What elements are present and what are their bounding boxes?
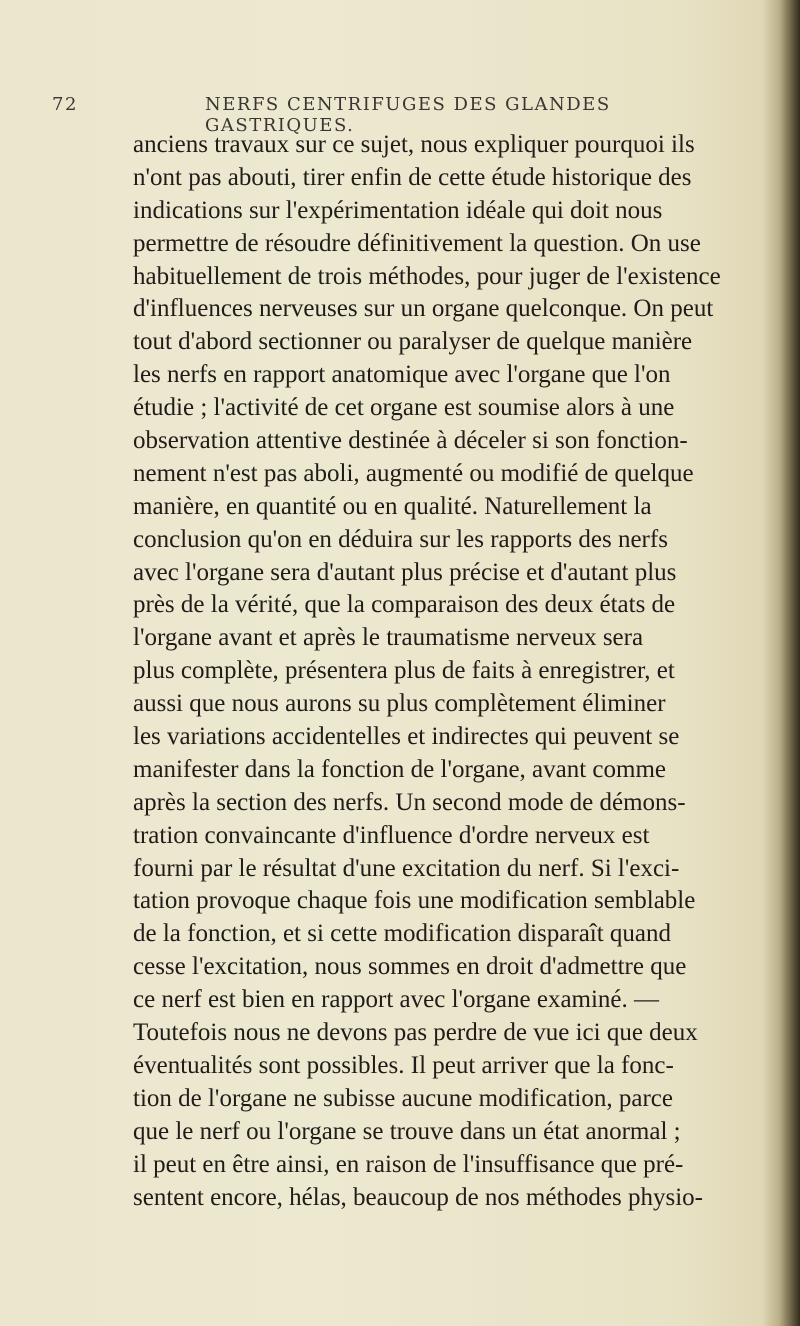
- text-line: nement n'est pas aboli, augmenté ou modifié de quelque: [133, 459, 694, 487]
- binding-shadow: [762, 0, 800, 1326]
- text-line: manière, en quantité ou en qualité. Naturellement la: [133, 492, 652, 520]
- text-line: tation provoque chaque fois une modification semblable: [133, 887, 696, 915]
- text-line: que le nerf ou l'organe se trouve dans un état anormal ;: [133, 1117, 681, 1145]
- text-line: tion de l'organe ne subisse aucune modification, parce: [133, 1084, 673, 1112]
- text-line: Toutefois nous ne devons pas perdre de vue ici que deux: [133, 1019, 698, 1047]
- text-line: indications sur l'expérimentation idéale qui doit nous: [133, 196, 663, 224]
- text-line: après la section des nerfs. Un second mode de démons-: [133, 788, 686, 816]
- text-line: habituellement de trois méthodes, pour juger de l'existence: [133, 262, 721, 290]
- text-line: observation attentive destinée à déceler si son fonction-: [133, 427, 688, 455]
- text-line: près de la vérité, que la comparaison des deux états de: [133, 591, 676, 619]
- text-line: n'ont pas abouti, tirer enfin de cette étude historique des: [133, 163, 692, 191]
- text-line: de la fonction, et si cette modification disparaît quand: [133, 920, 672, 948]
- body-paragraph: [133, 129, 743, 1214]
- text-line: fourni par le résultat d'une excitation du nerf. Si l'exci-: [133, 854, 680, 882]
- text-line: étudie ; l'activité de cet organe est soumise alors à une: [133, 394, 675, 422]
- page-number: 72: [52, 94, 78, 115]
- text-line: plus complète, présentera plus de faits à enregistrer, et: [133, 657, 675, 685]
- text-line: l'organe avant et après le traumatisme nerveux sera: [133, 624, 644, 652]
- text-line: anciens travaux sur ce sujet, nous expliquer pourquoi ils: [133, 131, 695, 158]
- text-line: conclusion qu'on en déduira sur les rapports des nerfs: [133, 525, 668, 553]
- text-line: les nerfs en rapport anatomique avec l'organe que l'on: [133, 361, 671, 389]
- text-line: tout d'abord sectionner ou paralyser de quelque manière: [133, 328, 693, 356]
- text-line: avec l'organe sera d'autant plus précise et d'autant plus: [133, 558, 677, 586]
- text-line: éventualités sont possibles. Il peut arriver que la fonc-: [133, 1051, 674, 1079]
- text-line: permettre de résoudre définitivement la question. On use: [133, 229, 701, 257]
- text-line: d'influences nerveuses sur un organe quelconque. On peut: [133, 295, 714, 323]
- text-line: manifester dans la fonction de l'organe, avant comme: [133, 755, 667, 783]
- text-line: il peut en être ainsi, en raison de l'insuffisance que pré-: [133, 1150, 684, 1178]
- text-line: ce nerf est bien en rapport avec l'organe examiné. —: [133, 986, 660, 1014]
- text-line: les variations accidentelles et indirectes qui peuvent se: [133, 723, 680, 751]
- running-head: NERFS CENTRIFUGES DES GLANDES GASTRIQUES.: [205, 94, 611, 136]
- text-line: aussi que nous aurons su plus complètement éliminer: [133, 690, 666, 718]
- text-line: tration convaincante d'influence d'ordre nerveux est: [133, 821, 650, 849]
- text-line: sentent encore, hélas, beaucoup de nos méthodes physio-: [133, 1183, 703, 1211]
- page-header: [52, 94, 752, 136]
- text-line: cesse l'excitation, nous sommes en droit d'admettre que: [133, 953, 687, 981]
